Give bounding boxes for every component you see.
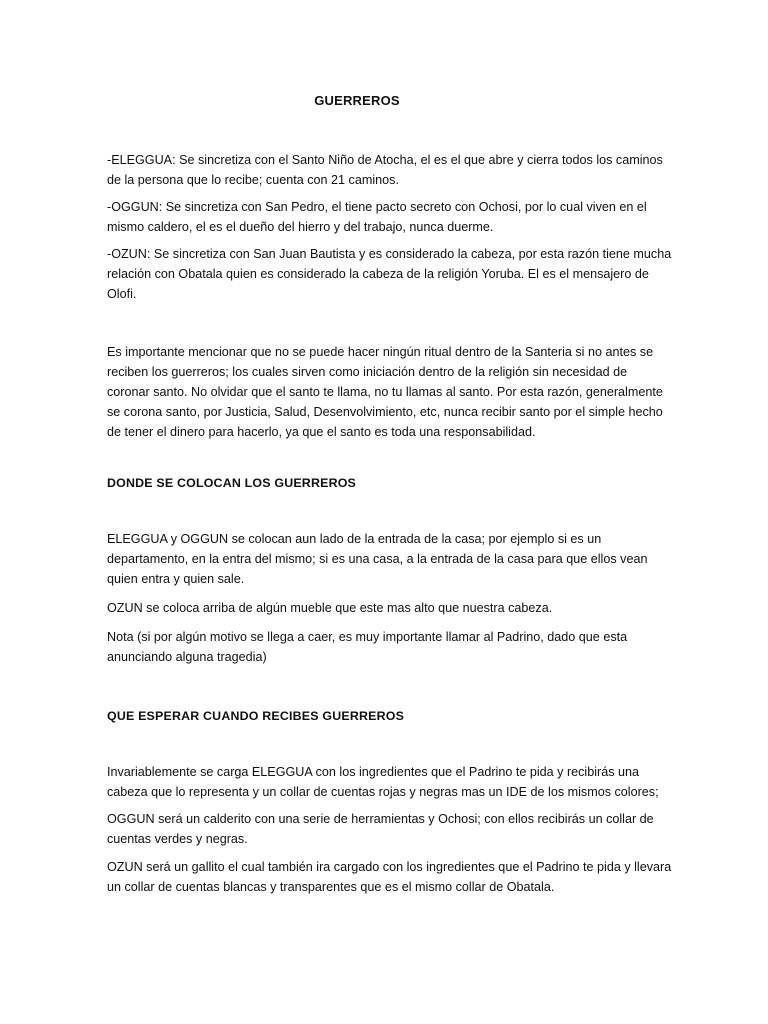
paragraph-expect-oggun: OGGUN será un calderito con una serie de herramientas y Ochosi; con ellos recibirás un collar de cuentas verdes y negras. <box>107 812 654 846</box>
paragraph-oggun: -OGGUN: Se sincretiza con San Pedro, el tiene pacto secreto con Ochosi, por lo cual viven en el mismo caldero, el es el dueño del hierro y del trabajo, nunca duerme. <box>107 200 647 234</box>
paragraph-ozun: -OZUN: Se sincretiza con San Juan Bautista y es considerado la cabeza, por esta razón tiene mucha relación con Obatala quien es considerado la cabeza de la religión Yoruba. El es el mensajero de Olofi. <box>107 247 672 301</box>
section-heading-placement: DONDE SE COLOCAN LOS GUERREROS <box>107 476 357 490</box>
paragraph-note: Nota (si por algún motivo se llega a caer, es muy importante llamar al Padrino, dado que esta anunciando alguna tragedia) <box>107 630 628 664</box>
paragraph-importance: Es importante mencionar que no se puede hacer ningún ritual dentro de la Santeria si no antes se reciben los guerreros; los cuales sirven como iniciación dentro de la religión sin necesidad de coronar santo. No olvidar que el santo te llama, no tu llamas al santo. Por esta razón, generalmente se corona santo, por Justicia, Salud, Desenvolvimiento, etc, nunca recibir santo por el simple hecho de tener el dinero para hacerlo, ya que el santo es toda una responsabilidad. <box>107 345 663 439</box>
paragraph-placement-ozun: OZUN se coloca arriba de algún mueble que este mas alto que nuestra cabeza. <box>107 601 553 615</box>
section-heading-expectations: QUE ESPERAR CUANDO RECIBES GUERREROS <box>107 709 405 723</box>
paragraph-placement-eleggua-oggun: ELEGGUA y OGGUN se colocan aun lado de la entrada de la casa; por ejemplo si es un departamento, en la entra del mismo; si es una casa, a la entrada de la casa para que ellos vean quien entra y quien sale. <box>107 532 648 586</box>
paragraph-eleggua: -ELEGGUA: Se sincretiza con el Santo Niño de Atocha, el es el que abre y cierra todos los caminos de la persona que lo recibe; cuenta con 21 caminos. <box>107 153 663 187</box>
document-title: GUERREROS <box>314 93 400 108</box>
paragraph-expect-ozun: OZUN será un gallito el cual también ira cargado con los ingredientes que el Padrino te pida y llevara un collar de cuentas blancas y transparentes que es el mismo collar de Obatala. <box>107 860 672 894</box>
paragraph-expect-eleggua: Invariablemente se carga ELEGGUA con los ingredientes que el Padrino te pida y recibirás una cabeza que lo representa y un collar de cuentas rojas y negras mas un IDE de los mismos colores; <box>107 765 659 799</box>
